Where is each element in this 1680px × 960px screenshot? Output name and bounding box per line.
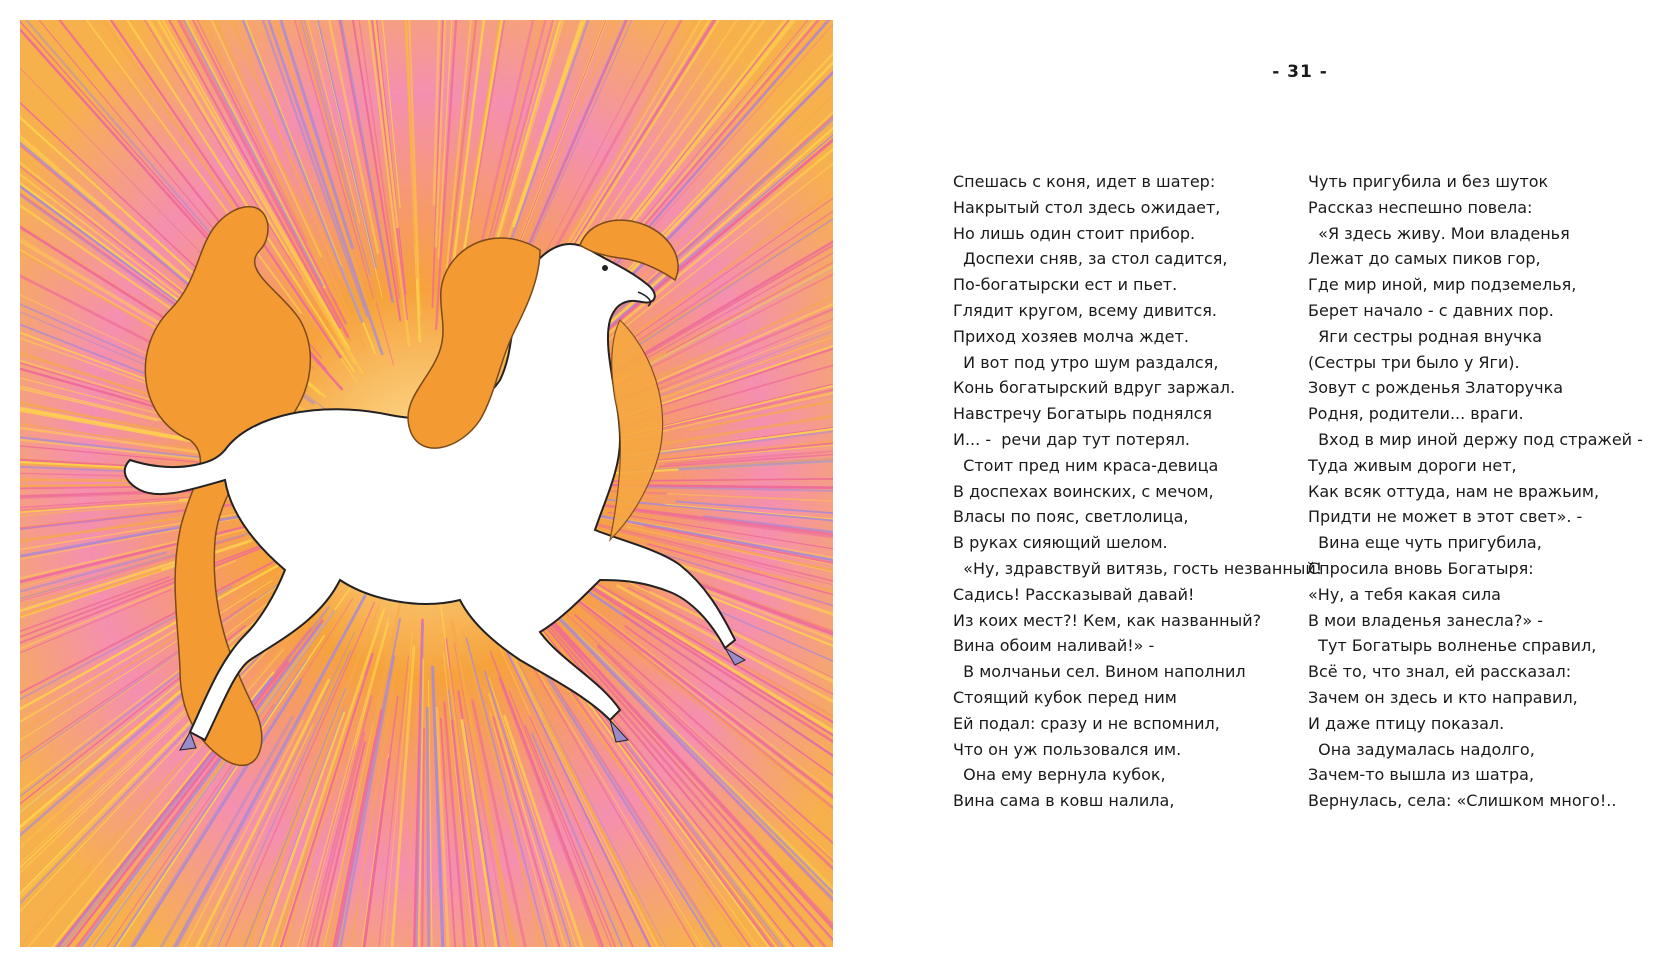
poem-line: Ей подал: сразу и не вспомнил, (953, 713, 1220, 733)
poem-line: Но лишь один стоит прибор. (953, 223, 1196, 243)
poem-column-left (953, 169, 1322, 814)
poem-line: Садись! Рассказывай давай! (953, 584, 1195, 604)
poem-line: Навстречу Богатырь поднялся (953, 404, 1213, 424)
poem-line: Накрытый стол здесь ожидает, (953, 197, 1221, 217)
poem-line: Вернулась, села: «Слишком много!.. (1308, 791, 1617, 811)
horse-illustration (20, 20, 833, 947)
poem-line: Спросила вновь Богатыря: (1308, 558, 1534, 578)
poem-line: Что он уж пользовался им. (953, 739, 1182, 759)
poem-column-right (1308, 169, 1643, 814)
poem-line: Она задумалась надолго, (1308, 739, 1535, 759)
poem-line: Вина сама в ковш налила, (953, 791, 1175, 811)
poem-line: Вход в мир иной держу под стражей - (1308, 429, 1643, 449)
poem-line: Вина обоим наливай!» - (953, 636, 1155, 656)
poem-line: Рассказ неспешно повела: (1308, 197, 1533, 217)
poem-line: И даже птицу показал. (1308, 713, 1505, 733)
poem-line: Зачем-то вышла из шатра, (1308, 765, 1535, 785)
poem-line: Как всяк оттуда, нам не вражьим, (1308, 481, 1600, 501)
poem-line: В мои владенья занесла?» - (1308, 610, 1543, 630)
poem-line: Берет начало - с давних пор. (1308, 300, 1554, 320)
poem-line: По-богатырски ест и пьет. (953, 275, 1178, 295)
poem-line: В доспехах воинских, с мечом, (953, 481, 1214, 501)
poem-line: Спешась с коня, идет в шатер: (953, 172, 1216, 191)
poem-line: «Ну, а тебя какая сила (1308, 584, 1501, 604)
poem-line: Стоит пред ним краса-девица (953, 455, 1219, 475)
poem-line: Зовут с рожденья Златоручка (1308, 378, 1564, 398)
poem-line: (Сестры три было у Яги). (1308, 352, 1520, 372)
poem-line: Придти не может в этот свет». - (1308, 507, 1583, 527)
poem-line: Доспехи сняв, за стол садится, (953, 249, 1228, 269)
poem-line: Власы по пояс, светлолица, (953, 507, 1189, 527)
poem-line: Из коих мест?! Кем, как названный? (953, 610, 1262, 630)
poem-line: Чуть пригубила и без шуток (1308, 172, 1549, 191)
poem-line: Приход хозяев молча ждет. (953, 326, 1189, 346)
horse-eye (602, 265, 608, 271)
poem-line: «Ну, здравствуй витязь, гость незванный! (953, 558, 1323, 578)
poem-line: Глядит кругом, всему дивится. (953, 300, 1218, 320)
poem-line: Вина еще чуть пригубила, (1308, 533, 1542, 553)
poem-line: И вот под утро шум раздался, (953, 352, 1219, 372)
poem-line: В руках сияющий шелом. (953, 533, 1168, 553)
poem-line: Туда живым дороги нет, (1308, 455, 1517, 475)
poem-line: Конь богатырский вдруг заржал. (953, 378, 1236, 398)
poem-line: И... - речи дар тут потерял. (953, 429, 1191, 449)
poem-line: В молчаньи сел. Вином наполнил (953, 662, 1246, 682)
poem-line: Лежат до самых пиков гор, (1308, 249, 1541, 269)
page-number: - 31 - (1272, 62, 1328, 82)
poem-line: Родня, родители... враги. (1308, 404, 1524, 424)
poem-line: Она ему вернула кубок, (953, 765, 1166, 785)
poem-line: Зачем он здесь и кто направил, (1308, 687, 1578, 707)
poem-line: Яги сестры родная внучка (1308, 326, 1543, 346)
horse-illustration-icon (20, 20, 833, 947)
poem-line: Стоящий кубок перед ним (953, 687, 1177, 707)
poem-line: Тут Богатырь волненье справил, (1308, 636, 1597, 656)
poem-line: «Я здесь живу. Мои владенья (1308, 223, 1570, 243)
poem-line: Всё то, что знал, ей рассказал: (1308, 662, 1572, 682)
poem-line: Где мир иной, мир подземелья, (1308, 275, 1577, 295)
